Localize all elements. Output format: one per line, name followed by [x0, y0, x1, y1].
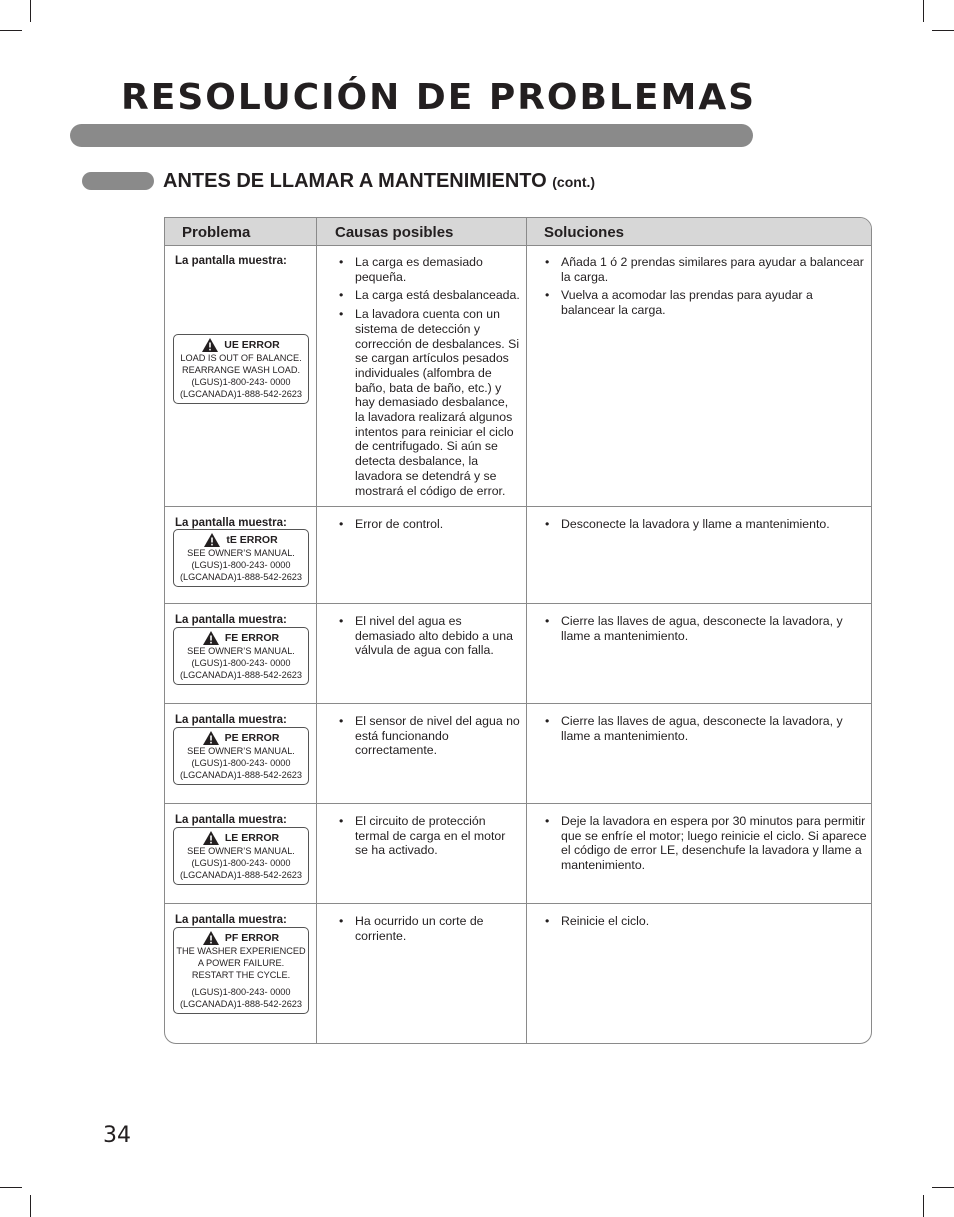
- cause-item: • La lavadora cuenta con un sistema de detección y corrección de desbalances. Si se cargan artículos pesados individuales (alfombra de baño, bata de baño, etc.) y hay demasiado desbalance, la lavadora realizará algunos intentos para reiniciar el ciclo de centrifugado. Si aún se detecta desbalance, la lavadora se detendrá y se mostrará el código de error.: [335, 307, 521, 498]
- error-header: [174, 631, 308, 645]
- title-bar: [70, 124, 753, 147]
- error-message-line: REARRANGE WASH LOAD.: [181, 365, 301, 375]
- contact-line: (LGCANADA)1-888-542-2623: [179, 389, 303, 399]
- section-title: [163, 168, 595, 195]
- solution-item: • Cierre las llaves de agua, desconecte la lavadora, y llame a mantenimiento.: [541, 714, 867, 743]
- warning-triangle-icon: [203, 831, 219, 845]
- solution-item: • Deje la lavadora en espera por 30 minutos para permitir que se enfríe el motor; luego reinicie el ciclo. Si aparece el código de error LE, desenchufe la lavadora y llame a mantenimiento.: [541, 814, 867, 873]
- cause-item: • Ha ocurrido un corte de corriente.: [335, 914, 521, 943]
- section-pill: [82, 172, 154, 190]
- error-code: PE ERROR: [224, 732, 280, 744]
- error-code: LE ERROR: [224, 832, 280, 844]
- error-header: [174, 731, 308, 745]
- display-label: La pantalla muestra:: [175, 714, 287, 726]
- table-header: [165, 218, 871, 246]
- error-display-box: [173, 627, 309, 685]
- display-label: La pantalla muestra:: [175, 914, 287, 926]
- cause-item: • El nivel del agua es demasiado alto debido a una válvula de agua con falla.: [335, 614, 521, 658]
- display-label: La pantalla muestra:: [175, 517, 287, 529]
- troubleshooting-table: [164, 217, 872, 1044]
- cause-item: • El circuito de protección termal de carga en el motor se ha activado.: [335, 814, 521, 858]
- error-message-line: A POWER FAILURE.: [197, 958, 285, 968]
- cause-item: • La carga está desbalanceada.: [335, 288, 521, 303]
- crop-mark: [932, 1187, 954, 1188]
- contact-line: (LGUS)1-800-243- 0000: [191, 658, 291, 668]
- header-problema: Problema: [182, 224, 251, 241]
- cause-item: • El sensor de nivel del agua no está funcionando correctamente.: [335, 714, 521, 758]
- crop-mark: [0, 30, 22, 31]
- error-message-line: LOAD IS OUT OF BALANCE.: [180, 353, 302, 363]
- contact-line: (LGCANADA)1-888-542-2623: [179, 572, 303, 582]
- crop-mark: [923, 1195, 924, 1217]
- crop-mark: [30, 0, 31, 22]
- error-code: UE ERROR: [224, 339, 280, 351]
- contact-line: (LGCANADA)1-888-542-2623: [179, 999, 303, 1009]
- warning-triangle-icon: [204, 533, 220, 547]
- warning-triangle-icon: [203, 731, 219, 745]
- solution-item: • Vuelva a acomodar las prendas para ayudar a balancear la carga.: [541, 288, 867, 317]
- error-header: [174, 831, 308, 845]
- error-message-line: SEE OWNER’S MANUAL.: [187, 846, 295, 856]
- crop-mark: [30, 1195, 31, 1217]
- contact-line: (LGCANADA)1-888-542-2623: [179, 770, 303, 780]
- table-row: [165, 604, 871, 704]
- solution-item: • Añada 1 ó 2 prendas similares para ayudar a balancear la carga.: [541, 255, 867, 284]
- contact-line: (LGUS)1-800-243- 0000: [191, 987, 291, 997]
- page-number: 34: [103, 1123, 131, 1148]
- contact-line: (LGUS)1-800-243- 0000: [191, 560, 291, 570]
- error-code: FE ERROR: [224, 632, 280, 644]
- contact-line: (LGCANADA)1-888-542-2623: [179, 670, 303, 680]
- contact-line: (LGUS)1-800-243- 0000: [191, 758, 291, 768]
- table-row: [165, 804, 871, 904]
- crop-mark: [0, 1187, 22, 1188]
- page-title: RESOLUCIÓN DE PROBLEMAS: [121, 77, 757, 118]
- error-display-box: [173, 529, 309, 587]
- error-header: [174, 931, 308, 945]
- display-label: La pantalla muestra:: [175, 255, 287, 267]
- solution-item: • Desconecte la lavadora y llame a mantenimiento.: [541, 517, 867, 532]
- error-header: [174, 338, 308, 352]
- error-message-line: RESTART THE CYCLE.: [191, 970, 291, 980]
- warning-triangle-icon: [203, 631, 219, 645]
- table-row: [165, 704, 871, 804]
- display-label: La pantalla muestra:: [175, 814, 287, 826]
- error-display-box: [173, 827, 309, 885]
- contact-line: (LGUS)1-800-243- 0000: [191, 377, 291, 387]
- error-code: tE ERROR: [226, 534, 278, 546]
- section-title-text: ANTES DE LLAMAR A MANTENIMIENTO: [163, 170, 547, 192]
- solution-item: • Reinicie el ciclo.: [541, 914, 867, 929]
- error-code: PF ERROR: [224, 932, 280, 944]
- display-label: La pantalla muestra:: [175, 614, 287, 626]
- error-header: [174, 533, 308, 547]
- warning-triangle-icon: [202, 338, 218, 352]
- cause-item: • Error de control.: [335, 517, 521, 532]
- table-row: [165, 507, 871, 604]
- error-display-box: [173, 727, 309, 785]
- warning-triangle-icon: [203, 931, 219, 945]
- error-message-line: SEE OWNER’S MANUAL.: [187, 646, 295, 656]
- header-causas: Causas posibles: [335, 224, 454, 241]
- table-row: [165, 245, 871, 507]
- crop-mark: [923, 0, 924, 22]
- contact-line: (LGCANADA)1-888-542-2623: [179, 870, 303, 880]
- error-message-line: SEE OWNER’S MANUAL.: [187, 746, 295, 756]
- error-display-box: [173, 334, 309, 404]
- table-row: [165, 904, 871, 1044]
- solution-item: • Cierre las llaves de agua, desconecte la lavadora, y llame a mantenimiento.: [541, 614, 867, 643]
- error-display-box: [173, 927, 309, 1014]
- cause-item: • La carga es demasiado pequeña.: [335, 255, 521, 284]
- contact-line: (LGUS)1-800-243- 0000: [191, 858, 291, 868]
- header-soluciones: Soluciones: [544, 224, 625, 241]
- error-message-line: SEE OWNER’S MANUAL.: [187, 548, 295, 558]
- error-message-line: THE WASHER EXPERIENCED: [176, 946, 306, 956]
- section-title-suffix: (cont.): [552, 174, 596, 190]
- crop-mark: [932, 30, 954, 31]
